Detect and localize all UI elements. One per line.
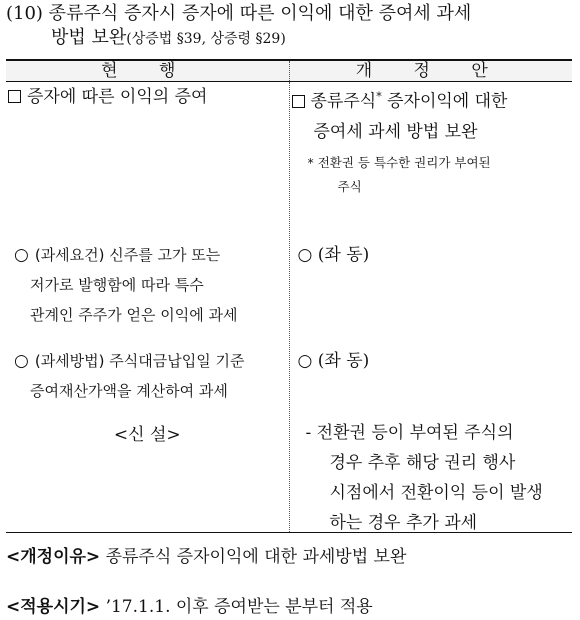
amendment-reason: <개정이유> 종류주식 증자이익에 대한 과세방법 보완 — [6, 547, 407, 567]
circle-bullet-icon: ○ — [14, 351, 29, 371]
proposed-new-item: - 전환권 등이 부여된 주식의 경우 추후 해당 권리 행사 시점에서 전환이익 등이 발생 하는 경우 추가 과세 — [305, 423, 543, 533]
current-new-label: <신 설> — [113, 425, 181, 445]
application-timing: <적용시기> ’17.1.1. 이후 증여받는 분부터 적용 — [6, 597, 373, 617]
checkbox-square-icon — [292, 95, 305, 108]
title-line1: (10) 종류주식 증자시 증자에 따른 이익에 대한 증여세 과세 — [6, 3, 472, 24]
proposed-item1: 종류주식* 증자이익에 대한 — [290, 82, 573, 117]
proposed-item1-line2: 증여세 과세 방법 보완 — [313, 121, 478, 142]
section-title — [6, 2, 471, 51]
proposed-footnote: * 전환권 등 특수한 권리가 부여된 주식 — [307, 154, 491, 194]
header-current: 현 행 — [6, 60, 289, 82]
current-bullet1: ○ (과세요건) 신주를 고가 또는 저가로 발행함에 따라 특수 관계인 주주가 얻은 이익에 과세 — [14, 245, 238, 324]
checkbox-square-icon — [8, 90, 21, 103]
proposed-same2: ○ (좌 동) — [297, 351, 370, 371]
circle-bullet-icon: ○ — [14, 245, 29, 265]
current-item1: 증자에 따른 이익의 증여 — [6, 82, 289, 112]
proposed-same1: ○ (좌 동) — [297, 245, 370, 265]
current-bullet2: ○ (과세방법) 주식대금납입일 기준 증여재산가액을 계산하여 과세 — [14, 351, 245, 400]
header-proposed: 개 정 안 — [289, 60, 572, 82]
title-line2: 방법 보완 — [51, 27, 127, 48]
proposed-column — [289, 82, 572, 533]
title-reference: (상증법 §39, 상증령 §29) — [126, 31, 286, 47]
current-column — [6, 82, 289, 533]
comparison-table — [6, 59, 572, 533]
